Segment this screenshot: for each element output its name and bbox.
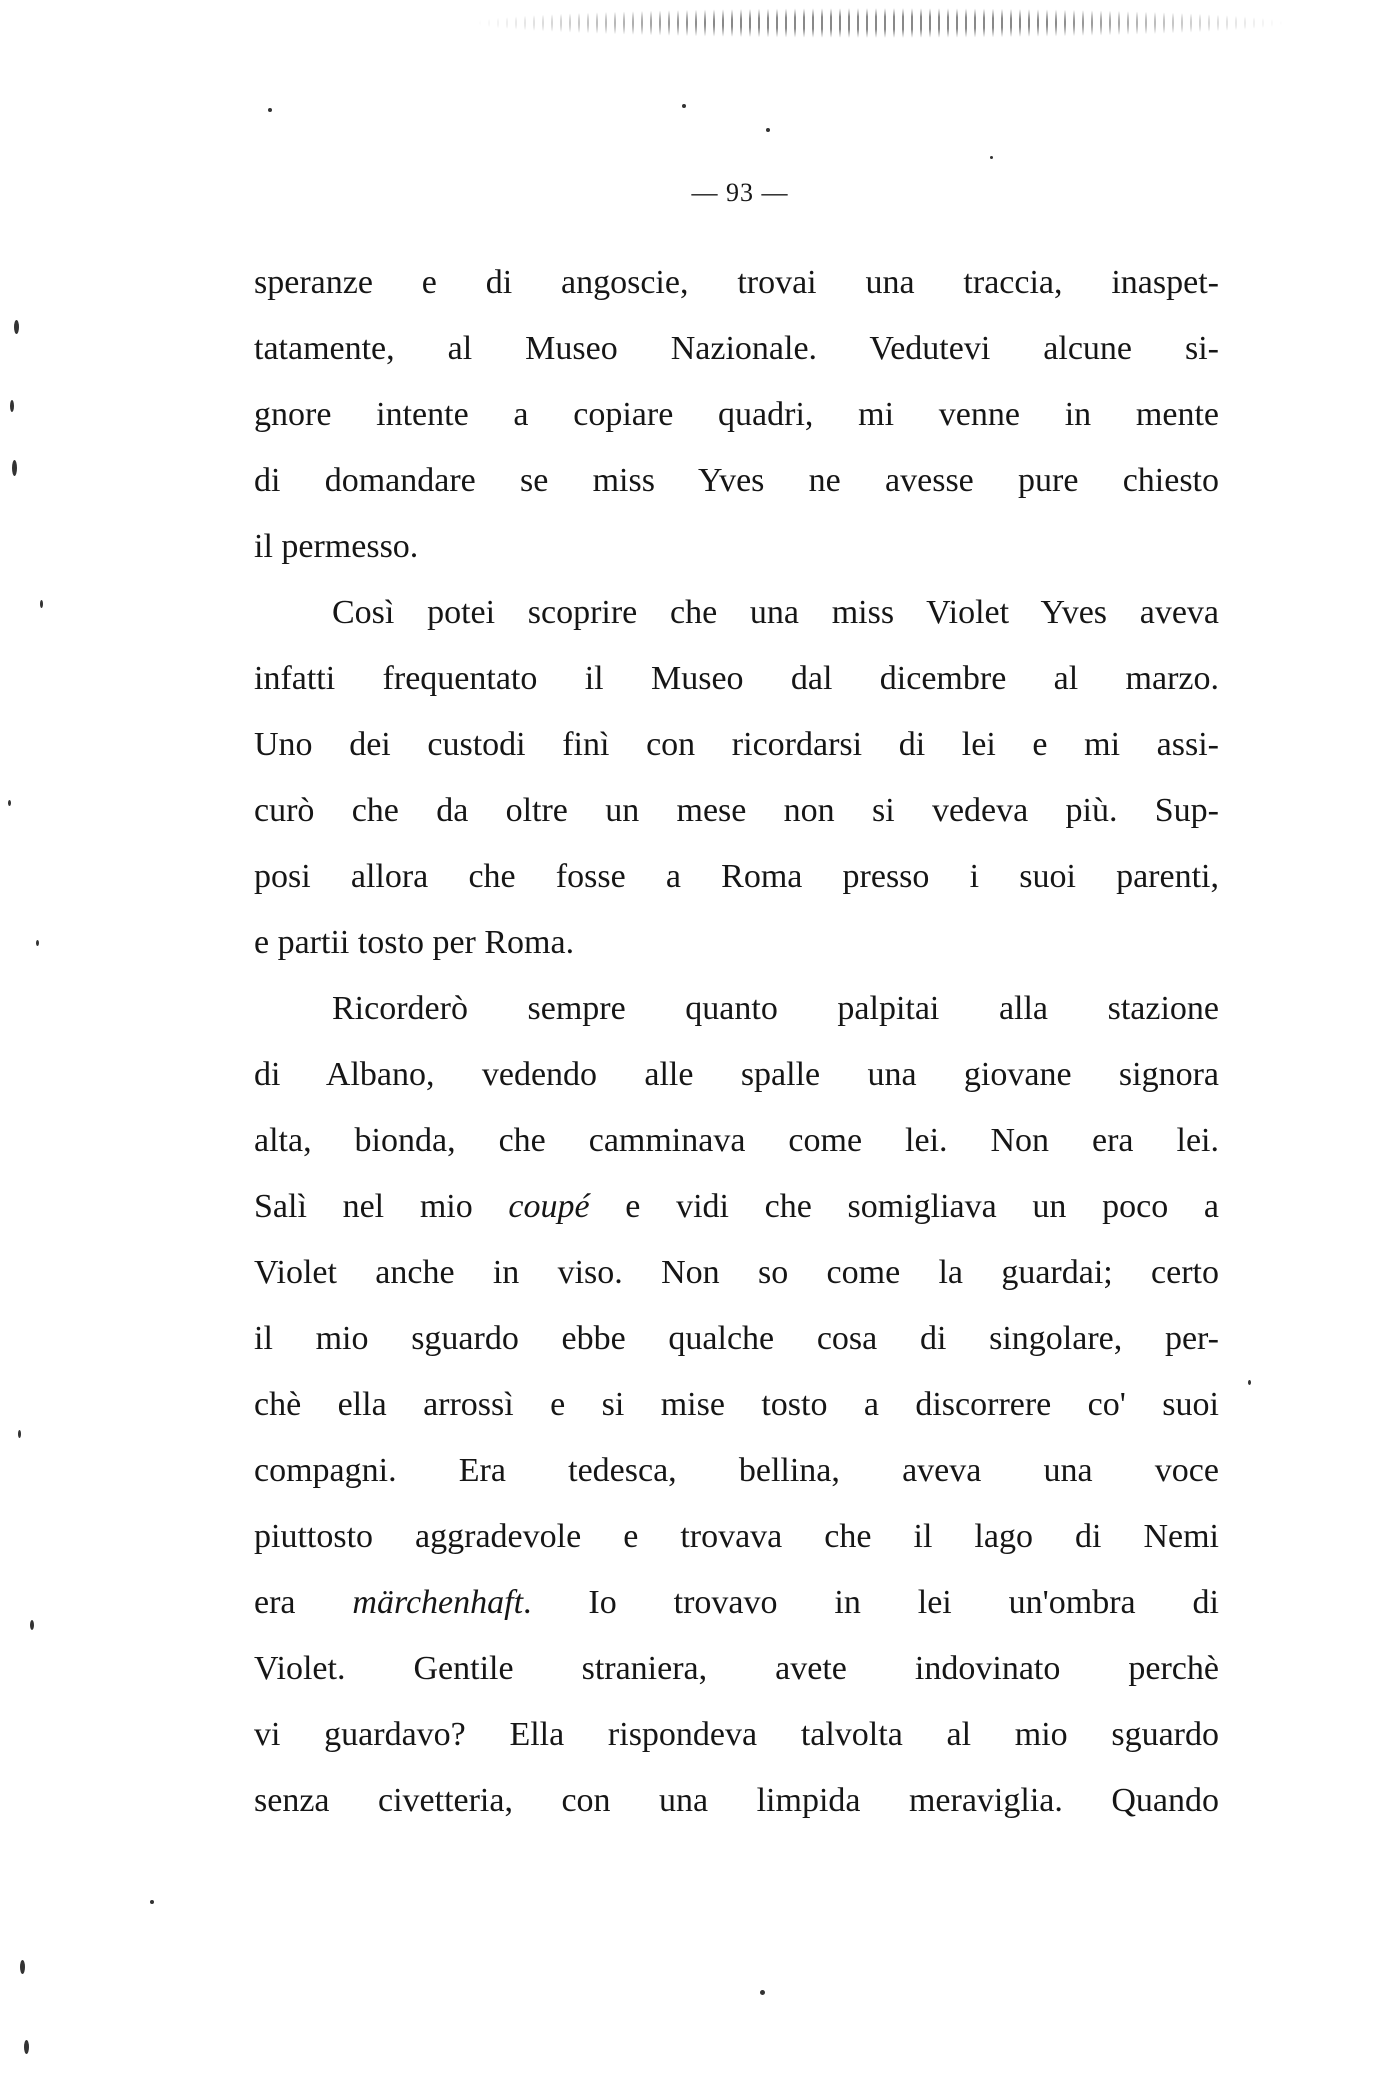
- scan-artifact-top: [470, 8, 1290, 38]
- scan-speck: [150, 1900, 154, 1904]
- scan-speck: [766, 128, 770, 132]
- paragraph: [254, 580, 1219, 976]
- text-line: di Albano, vedendo alle spalle una giovane signora: [254, 1056, 1219, 1093]
- text-line: infatti frequentato il Museo dal dicembre al marzo.: [254, 660, 1219, 697]
- text-line: Ricorderò sempre quanto palpitai alla stazione: [332, 990, 1219, 1027]
- scan-speck: [268, 108, 272, 112]
- text-line: il permesso.: [254, 528, 419, 565]
- text-line: speranze e di angoscie, trovai una traccia, inaspet-: [254, 264, 1219, 301]
- text-line: Violet anche in viso. Non so come la guardai; certo: [254, 1254, 1219, 1291]
- scan-speck: [36, 940, 39, 946]
- text-line: Violet. Gentile straniera, avete indovinato perchè: [254, 1650, 1219, 1687]
- text-line: tatamente, al Museo Nazionale. Vedutevi alcune si-: [254, 330, 1219, 367]
- text-line: gnore intente a copiare quadri, mi venne in mente: [254, 396, 1219, 433]
- scan-speck: [14, 320, 19, 334]
- scan-speck: [18, 1430, 21, 1438]
- text-line: chè ella arrossì e si mise tosto a discorrere co' suoi: [254, 1386, 1219, 1423]
- body-text: [254, 250, 1219, 1834]
- paragraph: [254, 250, 1219, 580]
- text-line: piuttosto aggradevole e trovava che il lago di Nemi: [254, 1518, 1219, 1555]
- text-line: curò che da oltre un mese non si vedeva più. Sup-: [254, 792, 1219, 829]
- scan-speck: [12, 460, 17, 476]
- scan-speck: [10, 400, 14, 412]
- text-line: senza civetteria, con una limpida meraviglia. Quando: [254, 1782, 1219, 1819]
- text-line: compagni. Era tedesca, bellina, aveva una voce: [254, 1452, 1219, 1489]
- page-number: — 93 —: [691, 178, 789, 207]
- text-line: e partii tosto per Roma.: [254, 924, 575, 961]
- text-line: era märchenhaft. Io trovavo in lei un'ombra di: [254, 1584, 1219, 1621]
- text-line: di domandare se miss Yves ne avesse pure chiesto: [254, 462, 1219, 499]
- text-line: Uno dei custodi finì con ricordarsi di lei e mi assi-: [254, 726, 1219, 763]
- scan-speck: [8, 800, 11, 806]
- text-line: alta, bionda, che camminava come lei. Non era lei.: [254, 1122, 1219, 1159]
- text-line: Così potei scoprire che una miss Violet Yves aveva: [332, 594, 1219, 631]
- text-line: Salì nel mio coupé e vidi che somigliava un poco a: [254, 1188, 1219, 1225]
- text-line: posi allora che fosse a Roma presso i suoi parenti,: [254, 858, 1219, 895]
- scan-speck: [682, 104, 686, 108]
- scan-speck: [990, 156, 993, 159]
- paragraph: [254, 976, 1219, 1834]
- text-line: vi guardavo? Ella rispondeva talvolta al mio sguardo: [254, 1716, 1219, 1753]
- text-line: il mio sguardo ebbe qualche cosa di singolare, per-: [254, 1320, 1219, 1357]
- scan-speck: [1248, 1380, 1251, 1385]
- scan-speck: [30, 1620, 34, 1630]
- scan-speck: [24, 2040, 29, 2054]
- scan-speck: [760, 1990, 765, 1995]
- scan-speck: [40, 600, 43, 608]
- scan-speck: [20, 1960, 25, 1974]
